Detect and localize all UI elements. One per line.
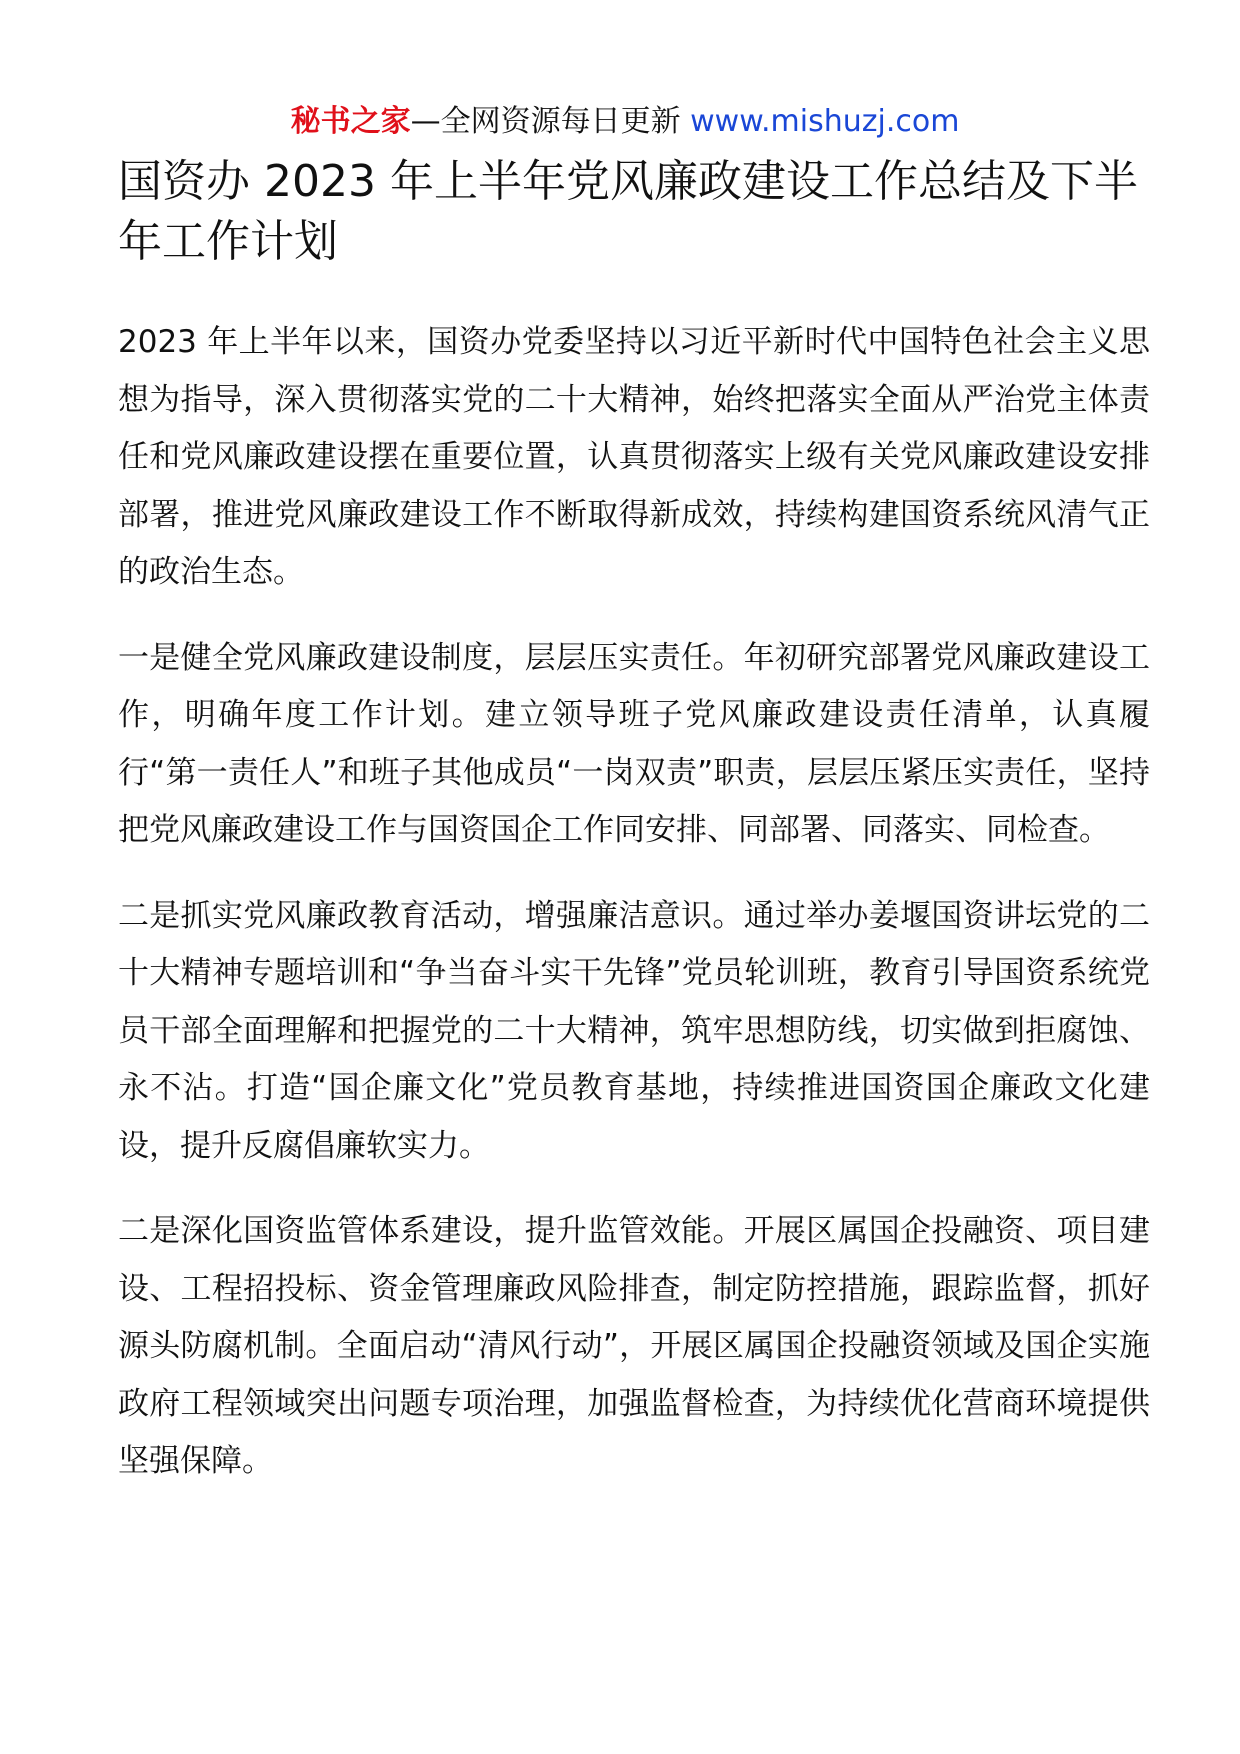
site-tagline: —全网资源每日更新 <box>410 104 681 139</box>
paragraph-responsibility: 一是健全党风廉政建设制度，层层压实责任。年初研究部署党风廉政建设工作，明确年度工作计划。建立领导班子党风廉政建设责任清单，认真履行“第一责任人”和班子其他成员“一岗双责”职责，层层压紧压实责任，坚持把党风廉政建设工作与国资国企工作同安排、同部署、同落实、同检查。 <box>118 639 1150 848</box>
paragraph-education: 二是抓实党风廉政教育活动，增强廉洁意识。通过举办姜堰国资讲坛党的二十大精神专题培训和“争当奋斗实干先锋”党员轮训班，教育引导国资系统党员干部全面理解和把握党的二十大精神，筑牢思想防线，切实做到拒腐蚀、永不沾。打造“国企廉文化”党员教育基地，持续推进国资国企廉政文化建设，提升反腐倡廉软实力。 <box>118 897 1150 1164</box>
site-url-link[interactable]: www.mishuzj.com <box>690 104 960 139</box>
site-banner <box>100 100 1150 144</box>
site-brand: 秘书之家 <box>290 104 411 139</box>
paragraph-intro: 2023 年上半年以来，国资办党委坚持以习近平新时代中国特色社会主义思想为指导，深入贯彻落实党的二十大精神，始终把落实全面从严治党主体责任和党风廉政建设摆在重要位置，认真贯彻落实上级有关党风廉政建设安排部署，推进党风廉政建设工作不断取得新成效，持续构建国资系统风清气正的政治生态。 <box>118 324 1150 590</box>
document-title: 国资办 2023 年上半年党风廉政建设工作总结及下半年工作计划 <box>118 156 1138 267</box>
document-body <box>118 314 1150 1491</box>
paragraph-supervision: 二是深化国资监管体系建设，提升监管效能。开展区属国企投融资、项目建设、工程招投标、资金管理廉政风险排查，制定防控措施，跟踪监督，抓好源头防腐机制。全面启动“清风行动”，开展区属国企投融资领域及国企实施政府工程领域突出问题专项治理，加强监督检查，为持续优化营商环境提供坚强保障。 <box>118 1213 1150 1479</box>
